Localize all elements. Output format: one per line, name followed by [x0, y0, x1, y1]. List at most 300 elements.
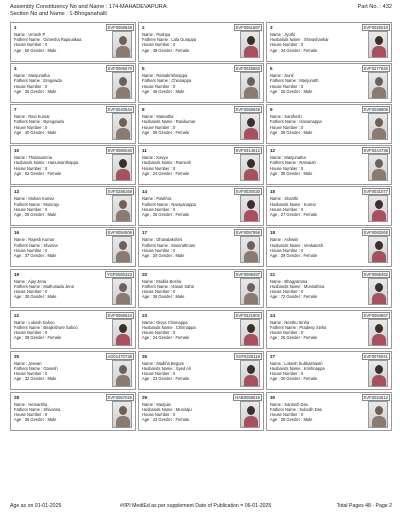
house-number: 0 [300, 124, 304, 130]
photo-body [244, 87, 258, 99]
relation-label: Husbands Name : [270, 201, 304, 207]
epic-id: SVF0065570 [107, 66, 132, 72]
photo-head [119, 365, 127, 374]
voter-card [266, 63, 392, 103]
relation-name: Ramesh [175, 160, 192, 166]
house-label: House Number : [14, 42, 45, 48]
photo-head [119, 200, 127, 209]
age-gender-line [14, 417, 96, 422]
voter-name: Pavithra [156, 196, 172, 202]
voter-gender: Female [175, 129, 190, 135]
voter-gender: Male [175, 253, 185, 259]
house-label: House Number : [14, 330, 45, 336]
voter-card [266, 269, 392, 309]
age-label: Age : [270, 376, 281, 382]
age-gender-line [14, 171, 96, 176]
voter-age: 29 [24, 211, 30, 217]
house-number: 0 [172, 165, 176, 171]
voter-name: Ravi Kumar [28, 114, 50, 120]
age-label: Age : [270, 129, 281, 135]
voter-photo [112, 72, 132, 99]
voter-name: Lokesh Subbashastri [284, 360, 323, 366]
page-header [10, 4, 392, 22]
epic-id: SVF0226119 [235, 353, 260, 359]
voter-name: Modila Bosha [156, 278, 182, 284]
photo-body [244, 210, 258, 222]
name-label: Name : [14, 32, 29, 37]
age-gender-line [14, 294, 96, 299]
voter-details [270, 361, 352, 382]
epic-id: SVF0080040 [107, 148, 132, 154]
relation-label: Fathers Name : [270, 119, 300, 125]
voter-gender: Male [175, 88, 185, 94]
voter-photo [368, 72, 388, 99]
age-gender-line [142, 335, 224, 340]
relation-name: Sharma [43, 242, 58, 248]
voter-details [14, 32, 96, 53]
house-label: House Number : [142, 330, 173, 336]
voter-photo [112, 278, 132, 305]
serial-number: 11 [142, 148, 147, 154]
voter-details [14, 114, 96, 135]
photo-body [244, 128, 258, 140]
name-label: Name : [142, 319, 157, 325]
relation-name: Hasan Saha [171, 283, 194, 289]
voter-age: 26 [280, 335, 286, 341]
voter-age: 36 [152, 294, 158, 300]
relation-label: Husbands Name : [270, 365, 304, 371]
voter-details [270, 402, 352, 423]
name-label: Name : [142, 196, 157, 202]
photo-head [119, 118, 127, 127]
voter-details [270, 237, 352, 258]
age-label: Age : [142, 253, 153, 259]
epic-id: SVF0031077 [363, 189, 388, 195]
photo-head [375, 324, 383, 333]
voter-details [14, 155, 96, 176]
epic-id: SVF0057959 [235, 230, 260, 236]
relation-name: Munirathnam [171, 242, 196, 248]
voter-age: 25 [280, 88, 286, 94]
voter-name: Manjula [156, 401, 171, 407]
age-label: Age : [270, 170, 281, 176]
photo-head [247, 200, 255, 209]
photo-body [372, 251, 386, 263]
voter-age: 24 [152, 335, 158, 341]
age-gender-line [270, 417, 352, 422]
voter-card [138, 310, 264, 350]
gender-label: Gender : [285, 47, 304, 53]
name-label: Name : [14, 196, 29, 202]
voter-photo [240, 236, 260, 263]
relation-name: Chinnappa [171, 78, 192, 84]
gender-label: Gender : [285, 253, 304, 259]
serial-number: 25 [14, 353, 20, 359]
photo-body [372, 169, 386, 181]
voter-card [266, 104, 392, 144]
relation-label: Fathers Name : [14, 407, 44, 413]
voter-gender: Male [303, 129, 313, 135]
age-label: Age : [270, 47, 281, 53]
age-gender-line [14, 253, 96, 258]
voter-age: 49 [152, 88, 158, 94]
serial-number: 22 [14, 312, 20, 318]
age-gender-line [142, 89, 224, 94]
gender-label: Gender : [285, 294, 304, 300]
voter-card [266, 22, 392, 62]
house-label: House Number : [270, 83, 301, 89]
voter-card [138, 22, 264, 62]
footer-age-note: Age as on 01-01-2025 [10, 503, 62, 509]
house-label: House Number : [142, 371, 173, 377]
age-label: Age : [270, 335, 281, 341]
gender-label: Gender : [29, 294, 48, 300]
voter-gender: Female [175, 170, 190, 176]
age-label: Age : [142, 211, 153, 217]
voter-card [138, 351, 264, 391]
age-label: Age : [270, 417, 281, 423]
name-label: Name : [142, 237, 157, 243]
relation-label: Husbands Name : [142, 160, 176, 166]
voter-details [142, 73, 224, 94]
house-number: 0 [300, 247, 304, 253]
serial-number: 1 [14, 25, 17, 30]
house-number: 0 [300, 330, 304, 336]
name-label: Name : [142, 32, 157, 37]
photo-head [375, 118, 383, 127]
photo-head [247, 241, 255, 250]
age-label: Age : [270, 211, 281, 217]
photo-head [247, 159, 255, 168]
house-label: House Number : [14, 371, 45, 377]
serial-number: 28 [14, 394, 20, 400]
name-label: Name : [14, 319, 29, 325]
voter-name: Jyothi [284, 32, 296, 37]
voter-details [270, 114, 352, 135]
house-label: House Number : [270, 206, 301, 212]
voter-details [270, 155, 352, 176]
voter-photo [368, 31, 388, 58]
voter-gender: Male [47, 253, 57, 259]
house-label: House Number : [270, 124, 301, 130]
name-label: Name : [142, 73, 157, 79]
voter-photo [240, 154, 260, 181]
gender-label: Gender : [157, 253, 176, 259]
voter-card [266, 186, 392, 226]
relation-name: Venkatesh [303, 242, 324, 248]
photo-head [247, 365, 255, 374]
relation-label: Fathers Name : [270, 324, 300, 330]
epic-id: SVF0057026 [107, 394, 132, 400]
relation-label: Fathers Name : [142, 78, 172, 84]
house-number: 0 [172, 206, 176, 212]
relation-label: Fathers Name : [14, 324, 44, 330]
gender-label: Gender : [157, 129, 176, 135]
photo-body [116, 416, 130, 428]
age-gender-line [270, 89, 352, 94]
relation-label: Fathers Name : [14, 365, 44, 371]
voter-age: 34 [280, 47, 286, 53]
photo-body [372, 334, 386, 346]
house-label: House Number : [142, 124, 173, 130]
voter-age: 30 [280, 376, 286, 382]
relation-label: Fathers Name : [14, 119, 44, 125]
age-gender-line [14, 376, 96, 381]
house-label: House Number : [142, 206, 173, 212]
voter-details [14, 73, 96, 94]
voter-photo [368, 360, 388, 387]
voter-age: 28 [280, 417, 286, 423]
voter-gender: Male [47, 47, 57, 53]
relation-name: Subodh Das [299, 407, 322, 413]
voter-gender: Male [47, 129, 57, 135]
relation-name: Byregowda [43, 119, 64, 125]
name-label: Name : [270, 73, 285, 79]
gender-label: Gender : [29, 253, 48, 259]
voter-photo [112, 113, 132, 140]
age-gender-line [142, 253, 224, 258]
gender-label: Gender : [157, 335, 176, 341]
serial-number: 26 [142, 353, 148, 359]
voter-photo [240, 195, 260, 222]
serial-number: 10 [14, 148, 20, 154]
photo-body [372, 210, 386, 222]
photo-head [375, 283, 383, 292]
gender-label: Gender : [285, 88, 304, 94]
house-label: House Number : [270, 288, 301, 294]
relation-label: Husbands Name : [270, 283, 304, 289]
name-label: Name : [270, 319, 285, 325]
age-gender-line [14, 212, 96, 217]
age-label: Age : [14, 47, 25, 53]
serial-number: 7 [14, 107, 17, 113]
serial-number: 9 [270, 107, 273, 113]
voter-age: 38 [280, 170, 286, 176]
name-label: Name : [142, 155, 157, 161]
photo-body [116, 169, 130, 181]
gender-label: Gender : [29, 170, 48, 176]
house-label: House Number : [270, 371, 301, 377]
relation-name: Syed Ali [175, 365, 191, 371]
section-line: Section No and Name : 1-Bhoganahalli [10, 11, 107, 17]
photo-body [116, 128, 130, 140]
voter-card [10, 63, 136, 103]
name-label: Name : [270, 401, 285, 407]
relation-name: Hanumanthappa [47, 160, 79, 166]
epic-id: SVF0056949 [235, 107, 260, 113]
voter-card [10, 392, 136, 432]
relation-name: Birajkishore Sahoo [43, 324, 78, 330]
photo-body [372, 46, 386, 58]
age-label: Age : [270, 88, 281, 94]
voter-gender: Female [303, 253, 318, 259]
voter-photo [240, 360, 260, 387]
age-label: Age : [14, 129, 25, 135]
serial-number: 17 [142, 230, 148, 236]
house-label: House Number : [14, 412, 45, 418]
photo-body [372, 293, 386, 305]
serial-number: 27 [270, 353, 276, 359]
age-gender-line [270, 212, 352, 217]
house-label: House Number : [270, 412, 301, 418]
house-label: House Number : [14, 165, 45, 171]
house-label: House Number : [14, 288, 45, 294]
age-label: Age : [14, 335, 25, 341]
voter-card [138, 392, 264, 432]
photo-body [244, 169, 258, 181]
photo-head [119, 77, 127, 86]
voter-photo [240, 72, 260, 99]
voter-card [138, 145, 264, 185]
photo-body [244, 46, 258, 58]
voter-details [142, 320, 224, 341]
part-number: Part No. : 432 [357, 4, 392, 10]
voter-gender: Female [303, 335, 318, 341]
age-label: Age : [142, 335, 153, 341]
footer-publication-note: #/IPI MediEd as per supplement Date of Publication = 06-01-2025 [120, 503, 272, 509]
voter-name: Ashwini [284, 237, 299, 243]
serial-number: 29 [142, 394, 148, 400]
name-label: Name : [14, 155, 29, 161]
relation-label: Husbands Name : [14, 160, 48, 166]
photo-head [247, 324, 255, 333]
name-label: Name : [270, 360, 285, 366]
name-label: Name : [142, 278, 157, 284]
serial-number: 8 [142, 107, 145, 113]
voter-photo [240, 278, 260, 305]
serial-number: 23 [142, 312, 148, 318]
voter-age: 24 [152, 170, 158, 176]
voter-photo [368, 154, 388, 181]
epic-id: SVF0082068 [363, 230, 388, 236]
age-gender-line [270, 253, 352, 258]
photo-body [116, 87, 130, 99]
epic-id: SVF0277640 [363, 66, 388, 72]
voter-name: Jeevan [28, 360, 42, 366]
house-label: House Number : [14, 206, 45, 212]
serial-number: 21 [270, 271, 276, 277]
age-label: Age : [142, 294, 153, 300]
epic-id: YGP0050323 [106, 271, 132, 277]
serial-number: 3 [270, 25, 273, 30]
photo-body [116, 375, 130, 387]
voter-age: 29 [152, 129, 158, 135]
house-label: House Number : [270, 165, 301, 171]
house-label: House Number : [142, 247, 173, 253]
voter-gender: Female [303, 211, 318, 217]
house-label: House Number : [14, 83, 45, 89]
photo-body [116, 251, 130, 263]
voter-card [138, 63, 264, 103]
voter-age: 23 [152, 376, 158, 382]
voter-card [138, 227, 264, 267]
photo-head [119, 36, 127, 45]
voter-age: 29 [280, 253, 286, 259]
voter-card [10, 227, 136, 267]
photo-head [247, 118, 255, 127]
relation-label: Husbands Name : [142, 365, 176, 371]
house-number: 0 [44, 42, 48, 48]
serial-number: 6 [270, 66, 273, 72]
epic-id: SVF0025010 [363, 25, 388, 30]
epic-id: SVF0288168 [107, 189, 132, 195]
voter-gender: Male [47, 88, 57, 94]
voter-photo [112, 360, 132, 387]
gender-label: Gender : [157, 170, 176, 176]
name-label: Name : [14, 278, 29, 284]
photo-body [372, 128, 386, 140]
voter-card [10, 351, 136, 391]
gender-label: Gender : [285, 129, 304, 135]
relation-name: Shivanna [43, 407, 61, 413]
house-number: 0 [172, 288, 176, 294]
voter-details [14, 237, 96, 258]
epic-id: SVF0055846 [107, 25, 132, 30]
relation-label: Fathers Name : [14, 283, 44, 289]
name-label: Name : [142, 401, 157, 407]
age-label: Age : [142, 170, 153, 176]
voter-name: Santhosh [284, 114, 302, 120]
voter-name: Dhanalakshmi [156, 237, 183, 243]
voter-age: 20 [152, 253, 158, 259]
relation-name: Gimesha Rajanaikaa [43, 37, 82, 43]
age-label: Age : [270, 294, 281, 300]
serial-number: 24 [270, 312, 276, 318]
voter-details [270, 73, 352, 94]
voter-name: Pushpa [156, 32, 171, 37]
gender-label: Gender : [285, 211, 304, 217]
epic-id: SVF0089287 [235, 271, 260, 277]
voter-name: Mamatha [156, 114, 174, 120]
voter-name: Madiha Begum [156, 360, 184, 366]
age-gender-line [270, 294, 352, 299]
voter-card [266, 392, 392, 432]
gender-label: Gender : [29, 211, 48, 217]
gender-label: Gender : [285, 335, 304, 341]
voter-photo [112, 319, 132, 346]
house-number: 0 [172, 412, 176, 418]
house-label: House Number : [270, 42, 301, 48]
page-footer [10, 503, 392, 513]
house-label: House Number : [270, 247, 301, 253]
house-number: 0 [44, 371, 48, 377]
photo-head [375, 241, 383, 250]
house-label: House Number : [142, 288, 173, 294]
photo-head [119, 324, 127, 333]
epic-id: AD01470736 [107, 353, 132, 359]
voter-photo [368, 278, 388, 305]
age-label: Age : [14, 417, 25, 423]
voter-gender: Male [303, 417, 313, 423]
gender-label: Gender : [29, 47, 48, 53]
name-label: Name : [142, 114, 157, 120]
photo-body [244, 334, 258, 346]
relation-name: Ramaiah [299, 160, 316, 166]
epic-id: SVF0094867 [363, 312, 388, 318]
name-label: Name : [14, 237, 29, 243]
voter-photo [112, 236, 132, 263]
age-label: Age : [142, 88, 153, 94]
voter-details [270, 196, 352, 217]
voter-details [142, 32, 224, 53]
voter-card [10, 145, 136, 185]
relation-label: Husbands Name : [270, 242, 304, 248]
gender-label: Gender : [29, 417, 48, 423]
footer-page-count: Total Pages 48 - Page 2 [336, 503, 392, 509]
serial-number: 5 [142, 66, 145, 72]
photo-head [375, 36, 383, 45]
voter-details [14, 196, 96, 217]
